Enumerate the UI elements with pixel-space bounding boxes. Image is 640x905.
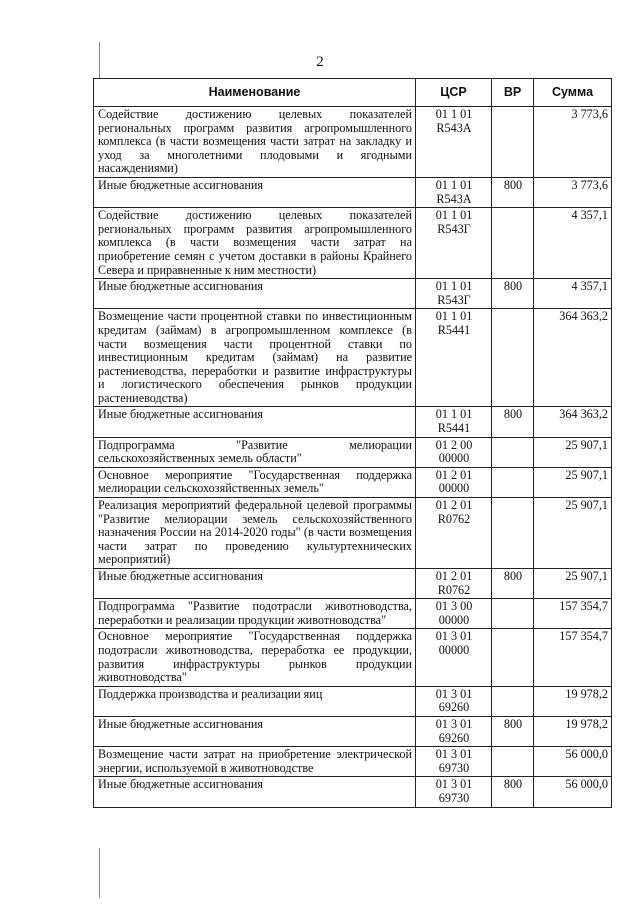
- cell-sum: 3 773,6: [534, 177, 612, 207]
- cell-name: Реализация мероприятий федеральной целевой программы "Развитие мелиорации земель сельскохозяйственного назначения России на 2014-2020 годы" (в части возмещения части затрат по проведению культуртехнических мероприятий): [94, 498, 416, 569]
- cell-vr: [492, 599, 534, 629]
- cell-sum: 56 000,0: [534, 747, 612, 777]
- cell-name: Иные бюджетные ассигнования: [94, 407, 416, 437]
- page-number: 2: [316, 54, 324, 70]
- cell-name: Содействие достижению целевых показателей региональных программ развития агропромышленного комплекса (в части возмещения части затрат на закладку и уход за многолетними плодовыми и ягодными насаждениями): [94, 107, 416, 178]
- cell-name: Иные бюджетные ассигнования: [94, 716, 416, 746]
- table-row: [94, 279, 612, 309]
- cell-vr: [492, 498, 534, 569]
- cell-csr: 01 1 01 R5441: [416, 407, 492, 437]
- cell-csr: 01 3 01 69260: [416, 716, 492, 746]
- cell-name: Иные бюджетные ассигнования: [94, 177, 416, 207]
- table-row: [94, 569, 612, 599]
- table-row: [94, 437, 612, 467]
- cell-vr: [492, 309, 534, 407]
- cell-sum: 19 978,2: [534, 686, 612, 716]
- cell-sum: 25 907,1: [534, 498, 612, 569]
- table-row: [94, 309, 612, 407]
- cell-csr: 01 1 01 R543А: [416, 177, 492, 207]
- cell-csr: 01 2 01 R0762: [416, 498, 492, 569]
- table-row: [94, 747, 612, 777]
- cell-csr: 01 1 01 R543Г: [416, 208, 492, 279]
- cell-sum: 3 773,6: [534, 107, 612, 178]
- cell-csr: 01 2 01 R0762: [416, 569, 492, 599]
- cell-name: Возмещение части затрат на приобретение электрической энергии, используемой в животноводстве: [94, 747, 416, 777]
- cell-name: Поддержка производства и реализации яиц: [94, 686, 416, 716]
- cell-csr: 01 3 01 69260: [416, 686, 492, 716]
- cell-sum: 364 363,2: [534, 407, 612, 437]
- table-row: [94, 467, 612, 497]
- header-csr: ЦСР: [416, 79, 492, 107]
- cell-vr: 800: [492, 777, 534, 807]
- cell-name: Основное мероприятие "Государственная поддержка подотрасли животноводства, переработка ее продукции, развития инфраструктуры рынков продукции животноводства": [94, 629, 416, 686]
- cell-csr: 01 1 01 R543А: [416, 107, 492, 178]
- cell-sum: 19 978,2: [534, 716, 612, 746]
- cell-vr: [492, 437, 534, 467]
- cell-csr: 01 3 01 00000: [416, 629, 492, 686]
- cell-csr: 01 2 01 00000: [416, 467, 492, 497]
- table-row: [94, 407, 612, 437]
- cell-csr: 01 3 00 00000: [416, 599, 492, 629]
- header-name: Наименование: [94, 79, 416, 107]
- cell-sum: 157 354,7: [534, 629, 612, 686]
- cell-vr: 800: [492, 279, 534, 309]
- cell-name: Содействие достижению целевых показателей региональных программ развития агропромышленного комплекса (в части возмещения части затрат на приобретение семян с учетом доставки в районы Крайнего Севера и приравненные к ним местности): [94, 208, 416, 279]
- cell-vr: 800: [492, 177, 534, 207]
- cell-vr: [492, 629, 534, 686]
- cell-name: Иные бюджетные ассигнования: [94, 777, 416, 807]
- cell-vr: 800: [492, 407, 534, 437]
- cell-vr: [492, 467, 534, 497]
- cell-sum: 25 907,1: [534, 467, 612, 497]
- cell-vr: 800: [492, 569, 534, 599]
- table-row: [94, 208, 612, 279]
- cell-sum: 4 357,1: [534, 279, 612, 309]
- cell-sum: 25 907,1: [534, 437, 612, 467]
- cell-csr: 01 1 01 R543Г: [416, 279, 492, 309]
- cell-csr: 01 3 01 69730: [416, 747, 492, 777]
- cell-vr: [492, 747, 534, 777]
- margin-line: [99, 848, 100, 898]
- cell-csr: 01 1 01 R5441: [416, 309, 492, 407]
- cell-name: Возмещение части процентной ставки по инвестиционным кредитам (займам) в агропромышленном комплексе (в части возмещения части процентной ставки по инвестиционным кредитам (займам) на развитие растениеводства, переработки и развитие инфраструктуры и логистического обеспечения рынков продукции растениеводства): [94, 309, 416, 407]
- cell-sum: 25 907,1: [534, 569, 612, 599]
- cell-vr: [492, 107, 534, 178]
- cell-csr: 01 3 01 69730: [416, 777, 492, 807]
- table-row: [94, 177, 612, 207]
- cell-sum: 364 363,2: [534, 309, 612, 407]
- cell-name: Иные бюджетные ассигнования: [94, 569, 416, 599]
- table-row: [94, 498, 612, 569]
- cell-sum: 157 354,7: [534, 599, 612, 629]
- cell-vr: 800: [492, 716, 534, 746]
- table-row: [94, 686, 612, 716]
- table-row: [94, 107, 612, 178]
- table-row: [94, 777, 612, 807]
- cell-name: Подпрограмма "Развитие мелиорации сельскохозяйственных земель области": [94, 437, 416, 467]
- margin-line: [99, 42, 100, 78]
- cell-sum: 56 000,0: [534, 777, 612, 807]
- cell-vr: [492, 208, 534, 279]
- cell-name: Основное мероприятие "Государственная поддержка мелиорации сельскохозяйственных земель": [94, 467, 416, 497]
- cell-csr: 01 2 00 00000: [416, 437, 492, 467]
- header-sum: Сумма: [534, 79, 612, 107]
- cell-vr: [492, 686, 534, 716]
- header-vr: ВР: [492, 79, 534, 107]
- table-row: [94, 629, 612, 686]
- cell-sum: 4 357,1: [534, 208, 612, 279]
- cell-name: Иные бюджетные ассигнования: [94, 279, 416, 309]
- table-row: [94, 599, 612, 629]
- table-row: [94, 716, 612, 746]
- table-header-row: [94, 79, 612, 107]
- budget-table: [93, 78, 612, 808]
- cell-name: Подпрограмма "Развитие подотрасли животноводства, переработки и реализации продукции животноводства": [94, 599, 416, 629]
